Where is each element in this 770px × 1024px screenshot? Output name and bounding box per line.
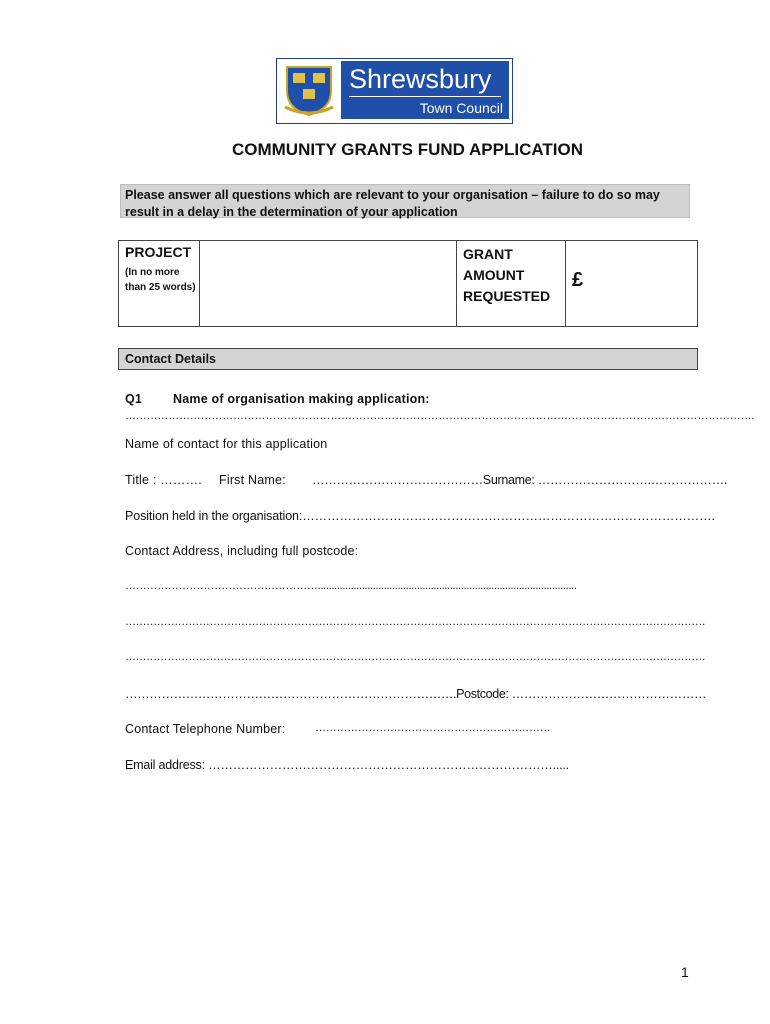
instructions-box: Please answer all questions which are relevant to your organisation – failure to do so may result in a delay in the determination of your application [120,184,690,218]
currency-symbol: £ [572,269,584,291]
address-line-2[interactable]: ………………………………………………………………………………………………………………………………………………… [125,616,706,628]
logo-subtitle: Town Council [419,100,503,116]
postcode-field[interactable]: ……………………………………………………………………….Postcode: ………………………………………… [125,687,707,701]
address-line-1[interactable]: ……………………………………………….............................................................................................. [125,580,577,592]
project-table [118,240,698,327]
organisation-name-field[interactable]: …………………………………………………………………………………………………………………………………………………………. [125,410,755,422]
contact-name-label: Name of contact for this application [125,437,328,451]
grant-amount-label-cell [457,241,566,326]
address-label: Contact Address, including full postcode: [125,544,359,558]
title-field[interactable]: Title : ………. [125,473,202,487]
grant-label-line1: GRANT [463,246,513,262]
council-logo [276,58,513,124]
page-number: 1 [681,964,689,980]
address-line-3[interactable]: ………………………………………………………………………………………………………………………………………………… [125,651,706,663]
project-label-cell [119,241,200,326]
q1-number: Q1 [125,392,143,406]
document-title: COMMUNITY GRANTS FUND APPLICATION [231,140,583,159]
q1-label: Name of organisation making application: [173,392,430,406]
project-sublabel: (In no more than 25 words) [125,267,196,293]
position-field[interactable]: Position held in the organisation:………………………………………………………………………………………. [125,509,715,523]
first-name-surname-field[interactable]: ……………………………………Surname: ……………………….………………. [312,473,728,487]
project-description-field[interactable] [200,241,457,326]
logo-divider [349,96,501,97]
grant-amount-field[interactable] [566,241,697,326]
crest-icon [281,63,337,117]
grant-label-line3: REQUESTED [463,288,551,304]
telephone-label: Contact Telephone Number: [125,722,286,736]
first-name-label: First Name: [219,473,286,487]
contact-details-header: Contact Details [118,348,698,370]
grant-label-line2: AMOUNT [463,267,525,283]
telephone-field[interactable]: ………………………………………………………… [315,722,551,734]
email-field[interactable]: Email address: …………………………………………………………………………..... [125,758,569,772]
logo-name: Shrewsbury [349,64,492,94]
project-label: PROJECT [125,244,192,260]
